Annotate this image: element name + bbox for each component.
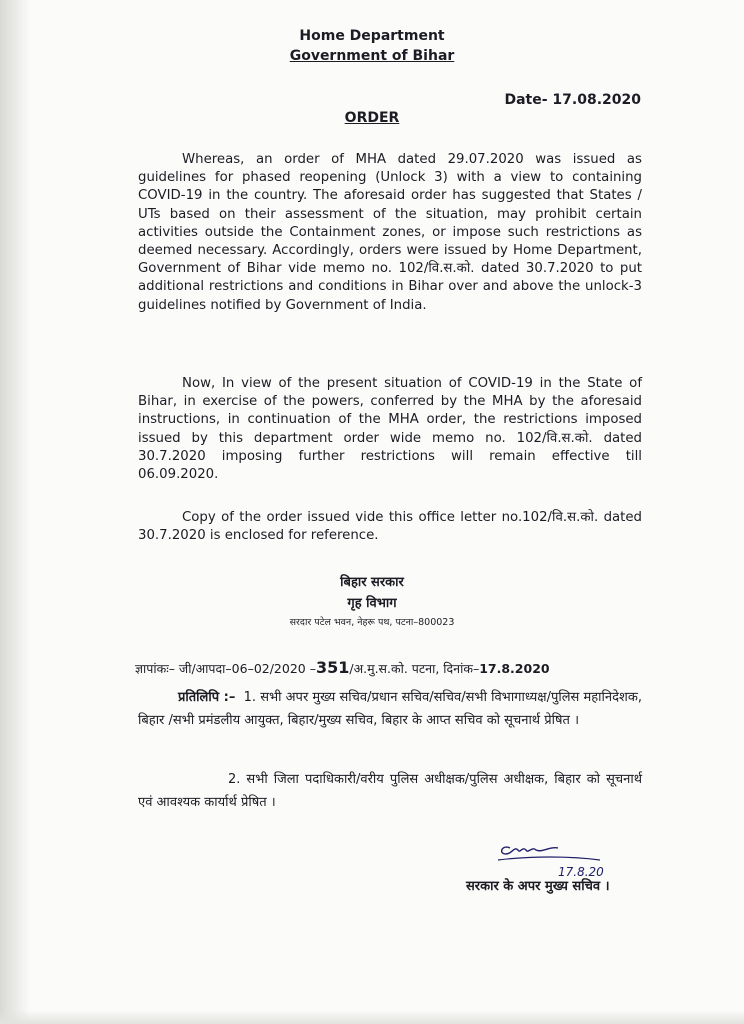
order-date: Date- 17.08.2020 — [504, 92, 641, 108]
issuer-address: सरदार पटेल भवन, नेहरू पथ, पटना–800023 — [289, 617, 455, 628]
paragraph-whereas: Whereas, an order of MHA dated 29.07.2020 was issued as guidelines for phased reopening (Unlock 3) with a view to containing COVID-19 in the country. The aforesaid order has suggested that States / UTs based on their assessment of the situation, may prohibit certain activities outside the Containment zones, or impose such restrictions as deemed necessary. Accordingly, orders were issued by Home Department, Government of Bihar vide memo no. 102/वि.स.को. dated 30.7.2020 to put additional restrictions and conditions in Bihar over and above the unlock-3 guidelines notified by Government of India. — [138, 152, 642, 313]
memo-prefix: ज्ञापांकः– जी/आपदा–06–02/2020 – — [135, 661, 316, 676]
copy-item-1 — [138, 686, 642, 732]
memo-line — [135, 658, 655, 677]
memo-number: 351 — [315, 658, 350, 677]
order-title: ORDER — [344, 110, 400, 126]
copy-item-1-text: 1. सभी अपर मुख्य सचिव/प्रधान सचिव/सचिव/सभी विभागाध्यक्ष/पुलिस महानिदेशक, बिहार /सभी प्रमंडलीय आयुक्त, बिहार/मुख्य सचिव, बिहार के आप्त सचिव को सूचनार्थ प्रेषित । — [138, 690, 642, 728]
memo-date: 17.8.2020 — [479, 661, 550, 676]
paragraph-copy: Copy of the order issued vide this office letter no.102/वि.स.को. dated 30.7.2020 is enclosed for reference. — [138, 510, 642, 544]
signature-image — [490, 834, 640, 882]
issuer-government: बिहार सरकार — [340, 575, 404, 590]
department-name: Home Department — [299, 28, 445, 44]
government-name: Government of Bihar — [289, 48, 455, 64]
memo-suffix: /अ.मु.स.को. पटना, दिनांक– — [349, 661, 480, 676]
signature-date: 17.8.20 — [558, 865, 604, 879]
paragraph-now: Now, In view of the present situation of COVID-19 in the State of Bihar, in exercise of the powers, conferred by the MHA by the aforesaid instructions, in continuation of the MHA order, the restrictions imposed issued by this department order wide memo no. 102/वि.स.को. dated 30.7.2020 imposing further restrictions will remain effective till 06.09.2020. — [138, 376, 642, 483]
copy-label: प्रतिलिपि :– — [178, 690, 236, 705]
copy-item-2: 2. सभी जिला पदाधिकारी/वरीय पुलिस अधीक्षक/पुलिस अधीक्षक, बिहार को सूचनार्थ एवं आवश्यक कार्यार्थ प्रेषित । — [138, 772, 642, 810]
issuer-department: गृह विभाग — [347, 596, 397, 611]
signatory-designation: सरकार के अपर मुख्य सचिव । — [466, 879, 610, 894]
